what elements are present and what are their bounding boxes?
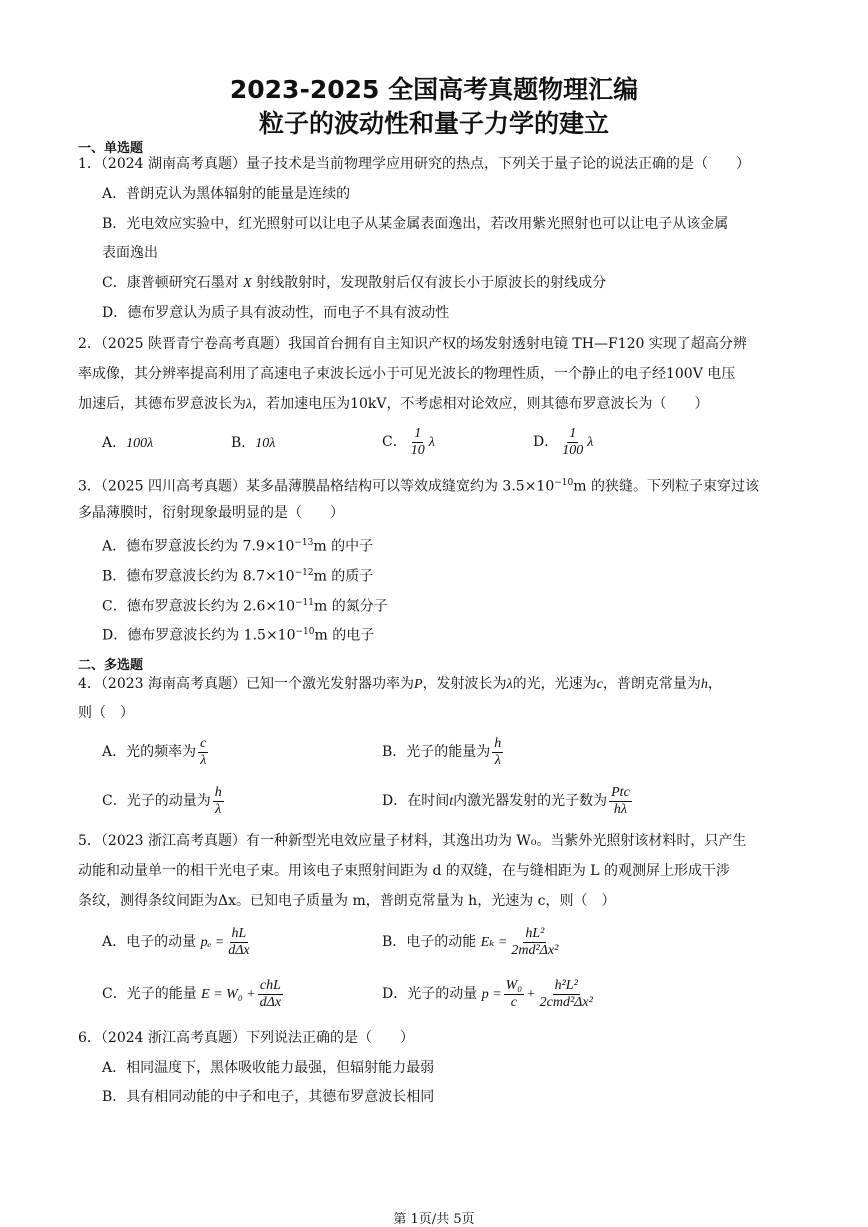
question-5-option-c: C．光子的能量 E = W₀ + $\frac{\text{chL}}{\text{dΔx}}$ [102,977,282,1010]
question-1-option-b-line2: 表面逸出 [102,245,158,261]
question-1-option-d: D．德布罗意认为质子具有波动性，而电子不具有波动性 [102,305,450,321]
question-5-stem-line1: 5．（2023 浙江高考真题）有一种新型光电效应量子材料，其逸出功为 W₀。当紫外光照射该材料时，只产生 [78,833,747,849]
fraction: $\frac{hL}{\text{dΔx}}$ [228,925,250,958]
fraction: $\frac{\text{h²L²}}{\text{2cmd²Δx²}}$ [539,977,593,1010]
fraction: $\frac{\text{chL}}{\text{dΔx}}$ [259,977,282,1010]
question-4-option-c: C．光子的动量为 $\frac{h}{\lambda}$ [102,784,222,817]
question-5-stem-line2: 动能和动量单一的相干光电子束。用该电子束照射间距为 d 的双缝，在与缝相距为 L 的观测屏上形成干涉 [78,863,731,879]
question-1-option-a: A．普朗克认为黑体辐射的能量是连续的 [102,186,351,202]
fraction: $\frac{c}{\lambda}$ [200,735,207,768]
question-4-stem-line2: 则（ ） [78,705,134,721]
section-heading-multiple-choice: 二、多选题 [78,658,144,673]
question-5-option-d: D．光子的动量 p = $\frac{\text{W₀}}{c}$ + $\frac{\text{h²L²}}{\text{2cmd²Δx²}}$ [382,977,593,1010]
document-title-line2: 粒子的波动性和量子力学的建立 [258,109,609,138]
section-heading-single-choice: 一、单选题 [78,141,144,156]
question-6-option-a: A．相同温度下，黑体吸收能力最强，但辐射能力最弱 [102,1060,435,1076]
question-3-option-a: A．德布罗意波长约为 $7.9\times 10^{-13}m$ 的中子 [102,538,374,555]
question-3-stem-line1: 3．（2025 四川高考真题）某多晶薄膜晶格结构可以等效成缝宽约为 $3.5\times 10^{-10}m$ 的狭缝。下列粒子束穿过该 [78,478,759,495]
question-6-stem: 6．（2024 浙江高考真题）下列说法正确的是（ ） [78,1030,414,1046]
question-3-option-b: B．德布罗意波长约为 $8.7\times 10^{-12}m$ 的质子 [102,568,374,585]
fraction: $\frac{h}{\lambda}$ [214,784,222,817]
question-2-option-c: C． $\frac{1}{10}$ λ [382,425,435,458]
question-1-stem: 1．（2024 湖南高考真题）量子技术是当前物理学应用研究的热点，下列关于量子论的说法正确的是（ ） [78,156,750,172]
question-4-option-b: B．光子的能量为 $\frac{h}{\lambda}$ [382,735,502,768]
question-2-option-b: B．10λ [231,435,276,451]
question-4-stem-line1: 4．（2023 海南高考真题）已知一个激光发射器功率为P，发射波长为λ的光，光速为c，普朗克常量为h， [78,676,722,692]
fraction: $\frac{h}{\lambda}$ [494,735,502,768]
question-6-option-b: B．具有相同动能的中子和电子，其德布罗意波长相同 [102,1089,435,1105]
question-2-option-a: A．100λ [102,435,154,451]
question-5-stem-line3: 条纹，测得条纹间距为Δx。已知电子质量为 m，普朗克常量为 h，光速为 c，则（ ） [78,893,616,909]
question-2-option-d: D． $\frac{1}{100}$ λ [533,425,594,458]
document-title-line1: 2023-2025 全国高考真题物理汇编 [229,75,639,104]
question-3-option-c: C．德布罗意波长约为 $2.6\times 10^{-11}m$ 的氮分子 [102,598,388,615]
fraction: $\frac{\text{Ptc}}{h\lambda}$ [611,784,630,817]
fraction: $\frac{\text{W₀}}{c}$ [505,977,523,1010]
fraction: $\frac{1}{100}$ [562,425,584,458]
question-2-stem-line1: 2．（2025 陕晋青宁卷高考真题）我国首台拥有自主知识产权的场发射透射电镜 TH—F120 实现了超高分辨 [78,336,747,352]
question-3-stem-line2: 多晶薄膜时，衍射现象最明显的是（ ） [78,505,344,521]
question-5-option-a: A．电子的动量 pₑ = $\frac{hL}{\text{dΔx}}$ [102,925,250,958]
question-4-option-d: D．在时间t内激光器发射的光子数为 $\frac{\text{Ptc}}{h\lambda}$ [382,784,630,817]
fraction: $\frac{\text{hL²}}{\text{2md²Δx²}}$ [511,925,559,958]
question-4-option-a: A．光的频率为 $\frac{c}{\lambda}$ [102,735,207,768]
page-number-footer: 第 1页/共 5页 [393,1212,475,1227]
question-3-option-d: D．德布罗意波长约为 $1.5\times 10^{-10}m$ 的电子 [102,627,375,644]
question-5-option-b: B．电子的动能 Eₖ = $\frac{\text{hL²}}{\text{2md²Δx²}}$ [382,925,559,958]
question-2-stem-line2: 率成像，其分辨率提高利用了高速电子束波长远小于可见光波长的物理性质，一个静止的电子经100V 电压 [78,366,736,382]
question-1-option-c: C．康普顿研究石墨对 X 射线散射时，发现散射后仅有波长小于原波长的射线成分 [102,275,607,291]
question-1-option-b-line1: B．光电效应实验中，红光照射可以让电子从某金属表面逸出，若改用紫光照射也可以让电子从该金属 [102,216,729,232]
question-2-stem-line3: 加速后，其德布罗意波长为λ，若加速电压为10kV，不考虑相对论效应，则其德布罗意波长为（ ） [78,396,709,412]
fraction: $\frac{1}{10}$ [410,425,425,458]
